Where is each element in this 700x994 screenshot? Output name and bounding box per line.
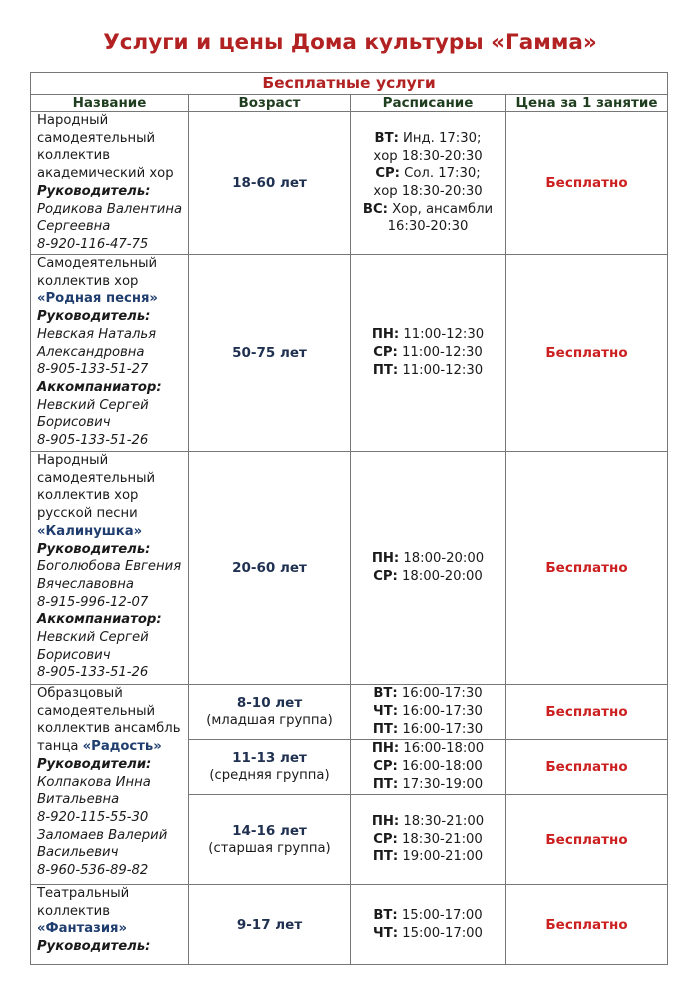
leader-phone: 8-905-133-51-27 [37, 362, 149, 378]
collective-name-cell [31, 112, 189, 255]
price-cell: Бесплатно [506, 452, 668, 685]
age-cell: 18-60 лет [189, 112, 351, 255]
name-line: танца «Радость» [37, 739, 162, 755]
leader-name: Александровна [37, 344, 145, 360]
leader-name: Васильевич [37, 845, 119, 861]
header-row [31, 95, 668, 112]
accompanist-label: Аккомпаниатор: [37, 612, 162, 628]
name-line: Театральный [37, 886, 130, 901]
name-line: Образцовый [37, 686, 123, 701]
leader-label: Руководитель: [37, 183, 151, 199]
schedule-line: ВТ: Инд. 17:30; [374, 130, 482, 146]
collective-title: «Калинушка» [37, 523, 143, 539]
name-line: академический хор [37, 166, 174, 182]
schedule-cell [351, 255, 506, 452]
table-row [31, 685, 668, 740]
schedule-line: СР: 11:00-12:30 [373, 345, 483, 361]
table-row [31, 885, 668, 965]
accompanist-label: Аккомпаниатор: [37, 379, 162, 395]
collective-name-cell [31, 685, 189, 885]
schedule-line: ВТ: 15:00-17:00 [373, 907, 483, 923]
name-line: коллектив [37, 148, 110, 164]
leader-label: Руководители: [37, 756, 152, 772]
name-line: самодеятельный [37, 130, 156, 146]
leader-name: Витальевна [37, 792, 120, 808]
accompanist-phone: 8-905-133-51-26 [37, 433, 149, 449]
leader-name: Заломаев Валерий [37, 827, 168, 843]
accompanist-name: Невский Сергей [37, 397, 149, 413]
schedule-line: хор 18:30-20:30 [373, 148, 483, 164]
schedule-line: СР: 18:00-20:00 [373, 569, 483, 584]
leader-name: Колпакова Инна [37, 774, 151, 790]
accompanist-name: Борисович [37, 415, 111, 431]
name-line: самодеятельный [37, 703, 156, 719]
schedule-line: СР: 16:00-18:00 [373, 759, 483, 775]
schedule-line: СР: 18:30-21:00 [373, 831, 483, 847]
schedule-cell [351, 452, 506, 685]
leader-name: Боголюбова Евгения [37, 559, 182, 575]
schedule-line: ВС: Хор, ансамбли [362, 201, 494, 217]
schedule-line: ПТ: 16:00-17:30 [372, 721, 484, 737]
services-table [30, 72, 668, 965]
schedule-cell [351, 740, 506, 795]
collective-name-cell [31, 255, 189, 452]
leader-phone: 8-915-996-12-07 [37, 594, 149, 610]
page-title: Услуги и цены Дома культуры «Гамма» [103, 30, 597, 55]
header-schedule: Расписание [351, 95, 506, 112]
table-row [31, 112, 668, 255]
schedule-line: ВТ: 16:00-17:30 [373, 686, 483, 702]
collective-title: «Радость» [82, 739, 162, 755]
schedule-line: ЧТ: 15:00-17:00 [373, 925, 483, 941]
schedule-line: ПН: 18:00-20:00 [371, 551, 485, 567]
schedule-line: ПТ: 17:30-19:00 [372, 776, 484, 792]
price-cell: Бесплатно [506, 255, 668, 452]
name-line: самодеятельный [37, 470, 156, 486]
schedule-line: СР: Сол. 17:30; [375, 166, 481, 182]
schedule-line: ПН: 16:00-18:00 [371, 741, 485, 757]
schedule-line: ПТ: 19:00-21:00 [372, 849, 484, 865]
header-age: Возраст [189, 95, 351, 112]
leader-phone: 8-920-115-55-30 [37, 809, 149, 825]
age-cell: 8-10 лет (младшая группа) [189, 685, 351, 740]
section-heading: Бесплатные услуги [31, 73, 668, 95]
schedule-line: хор 18:30-20:30 [373, 184, 483, 199]
table-row [31, 452, 668, 685]
collective-title: «Фантазия» [37, 921, 128, 937]
leader-name: Родикова Валентина [37, 201, 183, 217]
collective-name-cell [31, 452, 189, 685]
name-line: Самодеятельный [37, 256, 158, 271]
collective-name-cell [31, 885, 189, 965]
table-row [31, 255, 668, 452]
price-cell: Бесплатно [506, 885, 668, 965]
schedule-cell [351, 885, 506, 965]
schedule-line: ЧТ: 16:00-17:30 [373, 704, 483, 720]
leader-label: Руководитель: [37, 309, 151, 325]
group-label: (старшая группа) [208, 840, 331, 856]
schedule-cell [351, 685, 506, 740]
price-cell: Бесплатно [506, 685, 668, 740]
name-line: коллектив хор [37, 488, 139, 504]
schedule-line: ПН: 11:00-12:30 [371, 327, 485, 343]
accompanist-name: Борисович [37, 647, 111, 663]
collective-title: «Родная песня» [37, 291, 158, 307]
leader-label: Руководитель: [37, 939, 151, 955]
price-cell: Бесплатно [506, 795, 668, 885]
name-line: Народный [37, 113, 109, 128]
age-cell: 11-13 лет (средняя группа) [189, 740, 351, 795]
name-line: коллектив ансамбль [37, 721, 181, 737]
accompanist-name: Невский Сергей [37, 630, 149, 646]
accompanist-phone: 8-905-133-51-26 [37, 665, 149, 681]
schedule-line: ПТ: 11:00-12:30 [372, 362, 484, 378]
header-name: Название [31, 95, 189, 112]
age-cell: 50-75 лет [189, 255, 351, 452]
schedule-line: ПН: 18:30-21:00 [371, 813, 485, 829]
name-line: Народный [37, 453, 109, 468]
age-cell: 14-16 лет (старшая группа) [189, 795, 351, 885]
schedule-cell [351, 795, 506, 885]
leader-label: Руководитель: [37, 541, 151, 557]
schedule-line: 16:30-20:30 [387, 219, 469, 235]
leader-name: Невская Наталья [37, 326, 157, 342]
price-cell: Бесплатно [506, 740, 668, 795]
leader-name: Вячеславовна [37, 576, 134, 592]
group-label: (средняя группа) [209, 768, 330, 783]
leader-phone: 8-920-116-47-75 [37, 236, 149, 252]
name-line: коллектив [37, 903, 110, 919]
header-price: Цена за 1 занятие [506, 95, 668, 112]
schedule-cell [351, 112, 506, 255]
leader-name: Сергеевна [37, 219, 111, 235]
age-cell: 20-60 лет [189, 452, 351, 685]
price-cell: Бесплатно [506, 112, 668, 255]
name-line: русской песни [37, 506, 138, 522]
age-cell: 9-17 лет [189, 885, 351, 965]
leader-phone: 8-960-536-89-82 [37, 863, 149, 879]
name-line: коллектив хор [37, 273, 139, 289]
group-label: (младшая группа) [206, 713, 333, 728]
